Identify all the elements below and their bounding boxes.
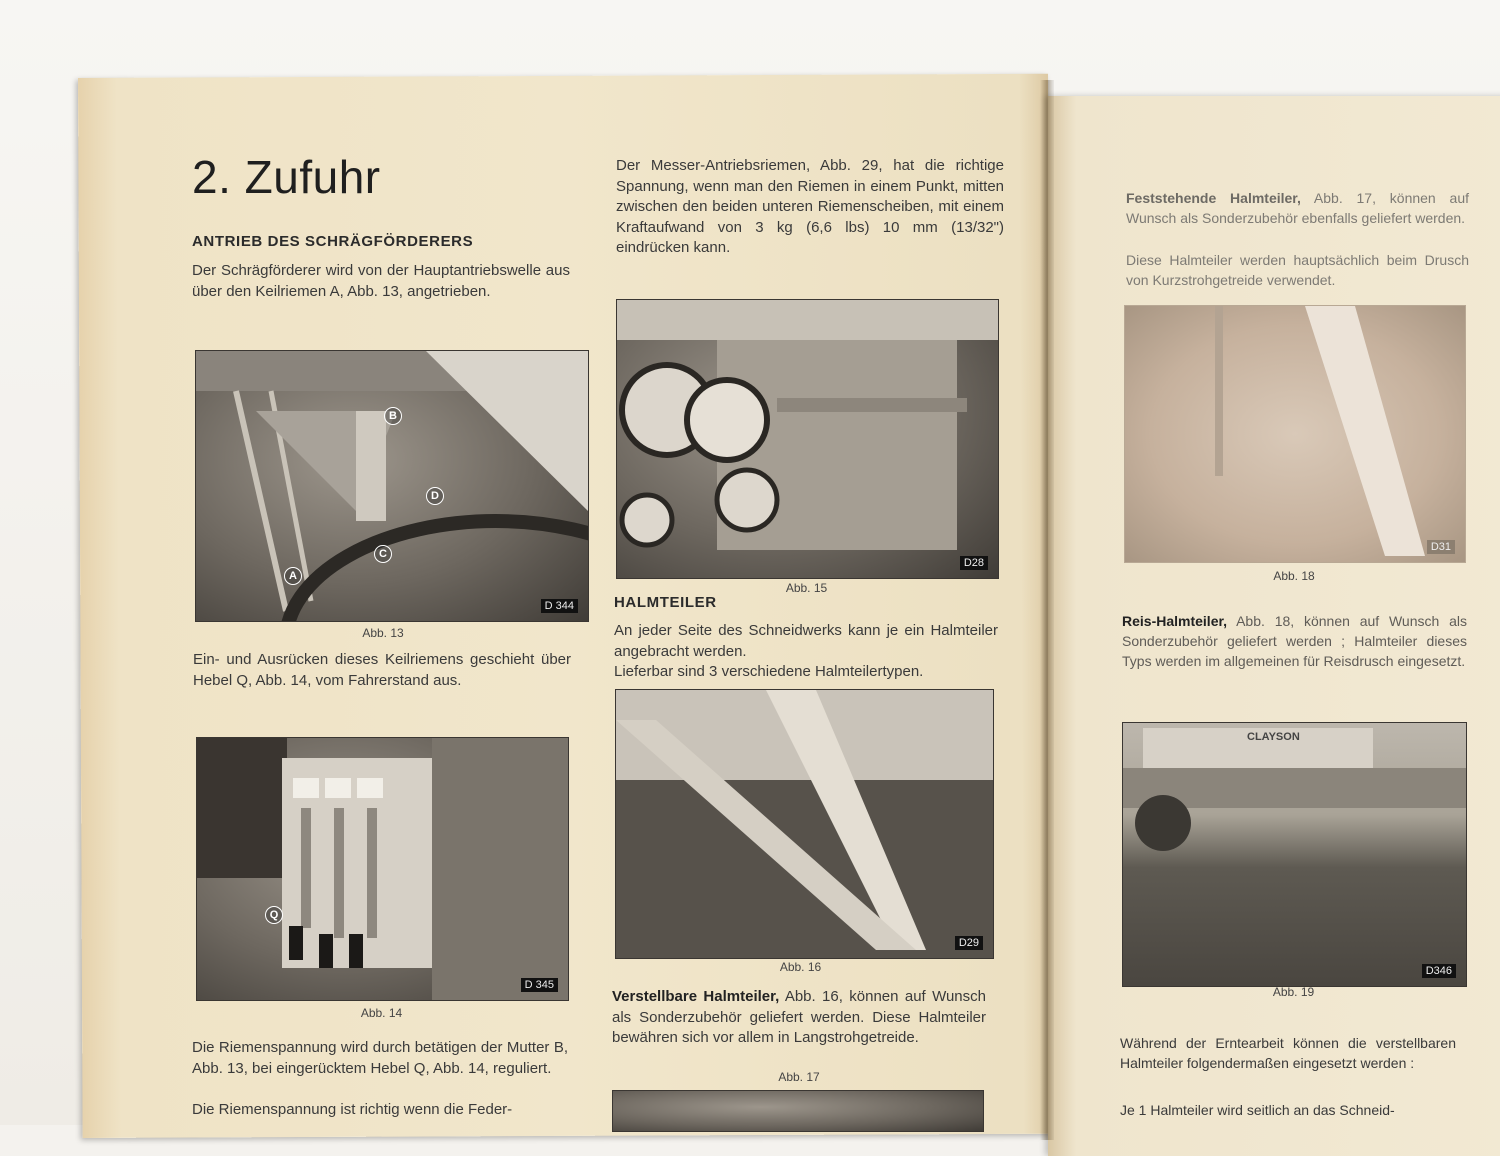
rice-divider-illustration: [1125, 306, 1465, 562]
figure-18-code: D31: [1427, 540, 1455, 554]
marker-c: C: [374, 545, 392, 563]
brand-label: CLAYSON: [1247, 731, 1300, 743]
caption-fig17: Abb. 17: [778, 1070, 820, 1084]
para-engage: Ein- und Ausrücken dieses Keilriemens geschieht über Hebel Q, Abb. 14, vom Fahrerstand aus.: [193, 651, 571, 689]
text-reis: Abb. 18, können auf Wunsch als Sonderzubehör geliefert werden ; Halmteiler dieses Typs werden im allgemeinen für Reisdrusch eingesetzt.: [1122, 613, 1467, 669]
caption-fig19: Abb. 19: [1272, 985, 1315, 999]
caption-fig16: Abb. 16: [779, 960, 822, 974]
label-feststehende: Feststehende Halmteiler,: [1126, 190, 1301, 206]
marker-q: Q: [265, 906, 283, 924]
caption-fig18: Abb. 18: [1273, 569, 1315, 583]
figure-18-photo: [1124, 305, 1466, 563]
para-tension-cont: Die Riemenspannung ist richtig wenn die Feder-: [192, 1101, 513, 1118]
para-reis: [1122, 611, 1467, 671]
marker-a: A: [284, 567, 302, 585]
figure-16-photo: [615, 689, 994, 959]
figure-15-photo: [616, 299, 999, 579]
crop-divider-illustration: [616, 690, 993, 958]
belt-drive-illustration: [196, 351, 588, 621]
text-verstellbare: Abb. 16, können auf Wunsch als Sonderzubehör geliefert werden. Diese Halmteiler bewähren sich vor allem in Langstrohgetreide.: [612, 988, 986, 1046]
text-feststehende: Abb. 17, können auf Wunsch als Sonderzubehör ebenfalls geliefert werden.: [1126, 190, 1469, 226]
book-gutter: [1040, 80, 1054, 1140]
figure-14-code: D 345: [521, 978, 558, 992]
section-title: 2. Zufuhr: [192, 151, 381, 203]
pulley-illustration: [617, 300, 998, 578]
label-verstellbare: Verstellbare Halmteiler,: [612, 988, 780, 1005]
para-knife-belt: Der Messer-Antriebsriemen, Abb. 29, hat die richtige Spannung, wenn man den Riemen in einem Punkt, mitten zwischen den beiden unteren Riemenscheiben, mit einem Kraftaufwand von 3 kg (6,6 lbs) 10 mm (13/32") eindrücken kann.: [616, 157, 1004, 256]
para-feststehende: [1126, 188, 1469, 228]
label-reis: Reis-Halmteiler,: [1122, 613, 1228, 629]
figure-13-photo: [195, 350, 589, 622]
para-drive: Der Schrägförderer wird von der Hauptantriebswelle aus über den Keilriemen A, Abb. 13, angetrieben.: [192, 262, 570, 300]
figure-19-code: D346: [1422, 964, 1456, 978]
para-erntearbeit-cont: Je 1 Halmteiler wird seitlich an das Schneid-: [1120, 1102, 1395, 1118]
figure-16-code: D29: [955, 936, 983, 950]
lever-panel-illustration: [197, 738, 568, 1000]
combine-harvester-illustration: [1123, 723, 1466, 986]
heading-drive: ANTRIEB DES SCHRÄGFÖRDERERS: [192, 233, 474, 250]
marker-b: B: [384, 407, 402, 425]
para-halmteiler: An jeder Seite des Schneidwerks kann je ein Halmteiler angebracht werden.: [614, 622, 998, 660]
caption-fig14: Abb. 14: [360, 1006, 403, 1020]
para-feststehende-2: Diese Halmteiler werden hauptsächlich beim Drusch von Kurzstrohgetreide verwendet.: [1126, 252, 1469, 288]
para-erntearbeit: Während der Erntearbeit können die verstellbaren Halmteiler folgendermaßen eingesetzt werden :: [1120, 1035, 1456, 1071]
para-halmteiler-types: Lieferbar sind 3 verschiedene Halmteilertypen.: [614, 663, 924, 680]
figure-14-photo: [196, 737, 569, 1001]
para-verstellbare: [612, 987, 986, 1049]
marker-d: D: [426, 487, 444, 505]
heading-halmteiler: HALMTEILER: [614, 594, 717, 611]
figure-15-code: D28: [960, 556, 988, 570]
figure-17-photo: [612, 1090, 984, 1132]
figure-13-code: D 344: [541, 599, 578, 613]
figure-19-photo: [1122, 722, 1467, 987]
para-tension: Die Riemenspannung wird durch betätigen der Mutter B, Abb. 13, bei eingerücktem Hebel Q, Abb. 14, reguliert.: [192, 1039, 568, 1077]
caption-fig15: Abb. 15: [785, 581, 828, 595]
caption-fig13: Abb. 13: [362, 626, 404, 640]
